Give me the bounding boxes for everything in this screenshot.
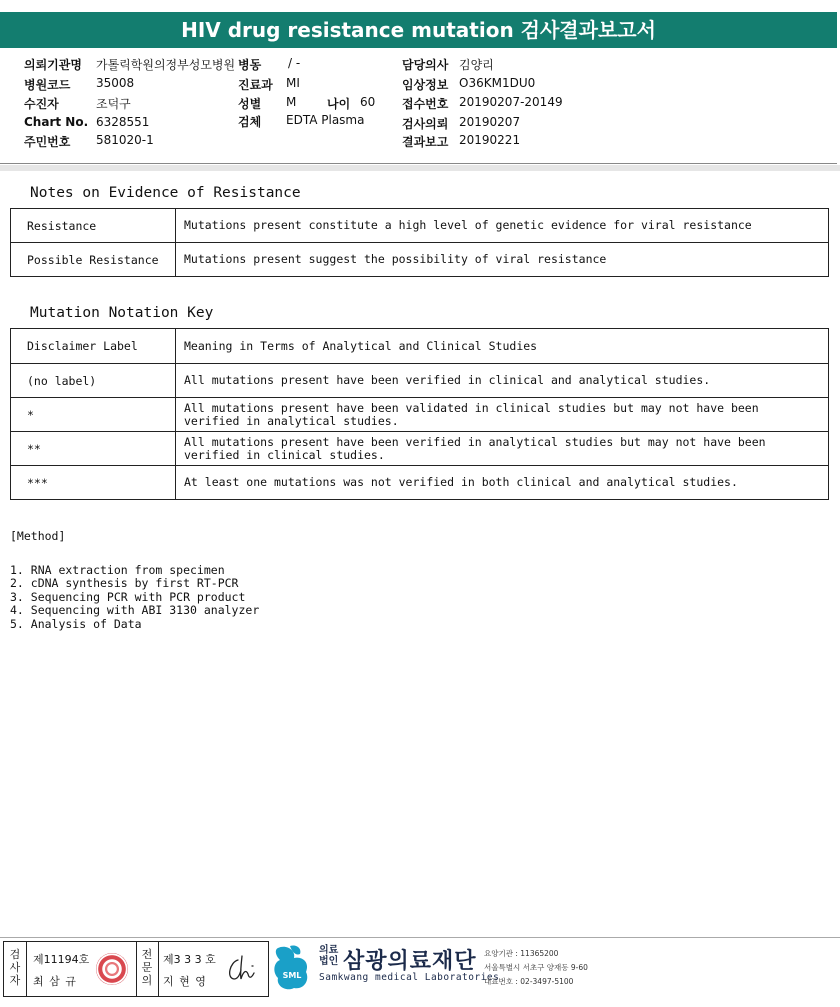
- signature-icon: [224, 952, 264, 986]
- specialist-license: 제3 3 3 호: [163, 953, 216, 966]
- method-step: 1. RNA extraction from specimen: [10, 562, 225, 577]
- clinical-info-label: 임상정보: [402, 78, 449, 92]
- examiner-label: [5, 948, 25, 987]
- org-phone: 대표번호 : 02-3497-5100: [484, 977, 574, 986]
- physician-label: 담당의사: [402, 58, 449, 72]
- request-date-value: 20190207: [459, 115, 521, 129]
- notes-meaning-cell: Mutations present constitute a high level of genetic evidence for viral resistance: [176, 209, 829, 243]
- request-date-label: 검사의뢰: [402, 117, 449, 131]
- notation-key-table: [10, 328, 829, 500]
- method-section: [10, 530, 259, 631]
- logo-mark-text: SML: [282, 971, 302, 980]
- table-row: [11, 398, 829, 432]
- department-value: MI: [286, 76, 300, 90]
- key-header-meaning: Meaning in Terms of Analytical and Clinical Studies: [176, 329, 829, 364]
- lab-logo-area: [272, 941, 602, 997]
- box-divider: [158, 942, 159, 996]
- chart-no-label: Chart No.: [24, 115, 89, 129]
- chart-no-value: 6328551: [96, 115, 150, 129]
- examiner-label-text: 검사자: [9, 948, 21, 987]
- org-name: 삼광의료재단: [343, 949, 477, 974]
- ward-value: / -: [288, 56, 301, 70]
- receipt-no-label: 접수번호: [402, 97, 449, 111]
- hospital-code-value: 35008: [96, 76, 135, 90]
- key-label-cell: ***: [11, 466, 176, 500]
- footer-divider: [0, 937, 840, 938]
- examiner-name: 최 삼 규: [33, 975, 77, 988]
- org-type-label: [319, 945, 338, 967]
- section-divider: [0, 165, 840, 171]
- notes-label-cell: Possible Resistance: [11, 243, 176, 277]
- method-step: 5. Analysis of Data: [10, 616, 142, 631]
- specialist-label-text: 전문의: [141, 948, 153, 987]
- method-step: 3. Sequencing PCR with PCR product: [10, 589, 246, 604]
- org-code: 요양기관 : 11365200: [484, 949, 559, 958]
- report-date-value: 20190221: [459, 133, 521, 147]
- key-meaning-cell: At least one mutations was not verified in both clinical and analytical studies.: [176, 466, 829, 500]
- age-label: 나이: [327, 97, 351, 111]
- key-meaning-cell: All mutations present have been verified in analytical studies but may not have been verified in clinical studies.: [176, 432, 829, 466]
- key-label-cell: *: [11, 398, 176, 432]
- table-row: [11, 243, 829, 277]
- specialist-name: 지 현 영: [163, 975, 207, 988]
- org-address: 서울특별시 서초구 양재동 9-60: [484, 963, 588, 972]
- patient-info-panel: [0, 48, 837, 164]
- resident-no-label: 주민번호: [24, 135, 71, 149]
- org-english-name: Samkwang medical Laboratories: [319, 972, 500, 983]
- method-title: [Method]: [10, 529, 66, 543]
- key-meaning-cell: All mutations present have been verified in clinical and analytical studies.: [176, 364, 829, 398]
- notes-table: [10, 208, 829, 277]
- org-type-line: 법인: [319, 956, 339, 967]
- age-value: 60: [360, 95, 376, 109]
- table-row: [11, 466, 829, 500]
- key-label-cell: **: [11, 432, 176, 466]
- report-date-label: 결과보고: [402, 135, 449, 149]
- ward-label: 병동: [238, 58, 262, 72]
- institution-value: 가톨릭학원의정부성모병원: [96, 58, 236, 72]
- org-contact-info: [484, 947, 588, 989]
- patient-label: 수진자: [24, 97, 59, 111]
- department-label: 진료과: [238, 78, 273, 92]
- sex-label: 성별: [238, 97, 262, 111]
- key-label-cell: (no label): [11, 364, 176, 398]
- sml-logo-icon: [272, 944, 312, 992]
- method-step: 2. cDNA synthesis by first RT-PCR: [10, 576, 239, 590]
- table-row: [11, 364, 829, 398]
- key-meaning-cell: All mutations present have been validated in clinical studies but may not have been verified in analytical studies.: [176, 398, 829, 432]
- method-step: 4. Sequencing with ABI 3130 analyzer: [10, 603, 260, 617]
- clinical-info-value: O36KM1DU0: [459, 76, 536, 90]
- report-title: HIV drug resistance mutation 검사결과보고서: [0, 12, 837, 48]
- seal-stamp-icon: [96, 953, 128, 985]
- org-type-line: 의료: [319, 945, 339, 956]
- examiner-license: 제11194호: [33, 953, 90, 966]
- key-section-title: Mutation Notation Key: [30, 305, 214, 321]
- table-row: [11, 209, 829, 243]
- specialist-label: [137, 948, 157, 987]
- receipt-no-value: 20190207-20149: [459, 95, 563, 109]
- table-row: [11, 432, 829, 466]
- specimen-label: 검체: [238, 115, 262, 129]
- specimen-value: EDTA Plasma: [286, 113, 365, 127]
- sex-value: M: [286, 95, 297, 109]
- key-header-label: Disclaimer Label: [11, 329, 176, 364]
- physician-value: 김양리: [459, 58, 494, 72]
- notes-label-cell: Resistance: [11, 209, 176, 243]
- signature-box: [3, 941, 269, 997]
- box-divider: [26, 942, 27, 996]
- institution-label: 의뢰기관명: [24, 58, 82, 72]
- hospital-code-label: 병원코드: [24, 78, 71, 92]
- table-header-row: [11, 329, 829, 364]
- resident-no-value: 581020-1: [96, 133, 154, 147]
- patient-value: 조덕구: [96, 97, 131, 111]
- notes-meaning-cell: Mutations present suggest the possibility of viral resistance: [176, 243, 829, 277]
- notes-section-title: Notes on Evidence of Resistance: [30, 185, 301, 201]
